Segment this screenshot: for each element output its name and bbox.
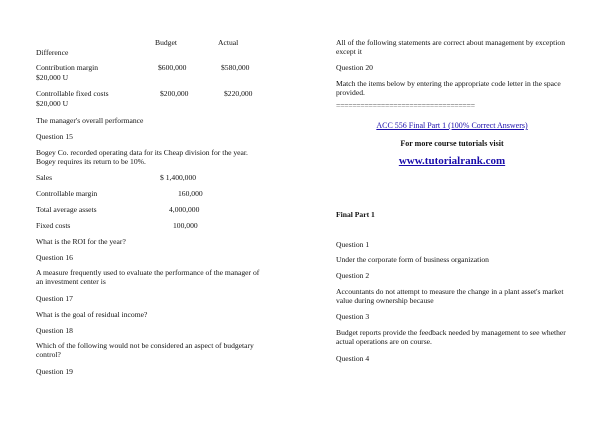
promo-link[interactable]: ACC 556 Final Part 1 (100% Correct Answers) [376,121,528,130]
row-contribution-difference: $20,000 U [36,73,69,82]
q19-text: All of the following statements are correct about management by exception except it [336,38,565,56]
q2-title: Question 2 [336,271,370,280]
data-fixed-label: Fixed costs [36,221,71,230]
q16-title: Question 16 [36,253,73,262]
q18-title: Question 18 [36,326,73,335]
separator-line: ================================== [336,101,475,110]
q20-title: Question 20 [336,63,373,72]
q4-title: Question 4 [336,354,370,363]
promo-more-text: For more course tutorials visit [400,139,504,148]
q3-title: Question 3 [336,312,370,321]
row-fixed-actual: $220,000 [224,89,253,98]
q3-text: Budget reports provide the feedback needed by management to see whether actual operations are on course. [336,328,566,346]
q18-text: Which of the following would not be considered an aspect of budgetary control? [36,341,254,359]
row-fixed-label: Controllable fixed costs [36,89,109,98]
data-sales-value: $ 1,400,000 [160,173,197,182]
q1-title: Question 1 [336,240,370,249]
q19-title: Question 19 [36,367,73,376]
q15-text: Bogey Co. recorded operating data for its Cheap division for the year. Bogey requires its return to be 10%. [36,148,248,166]
section-title: Final Part 1 [336,210,375,219]
promo-site-link[interactable]: www.tutorialrank.com [398,155,506,167]
data-sales-label: Sales [36,173,53,182]
q16-text: A measure frequently used to evaluate the performance of the manager of an investment center is [36,268,260,286]
q2-text: Accountants do not attempt to measure the change in a plant asset's market value during ownership because [336,287,564,305]
q20-text: Match the items below by entering the appropriate code letter in the space provided. [336,79,561,97]
data-assets-label: Total average assets [36,205,97,214]
table-header-budget: Budget [155,38,177,47]
q15-question: What is the ROI for the year? [36,237,126,246]
q15-title: Question 15 [36,132,73,141]
q17-title: Question 17 [36,294,73,303]
table-header-actual: Actual [218,38,239,47]
data-assets-value: 4,000,000 [169,205,200,214]
row-contribution-budget: $600,000 [158,63,187,72]
row-fixed-budget: $200,000 [160,89,189,98]
q14-tail-text: The manager's overall performance [36,116,144,125]
q17-text: What is the goal of residual income? [36,310,148,319]
q1-text: Under the corporate form of business organization [336,255,489,264]
data-fixed-value: 100,000 [173,221,198,230]
row-contribution-actual: $580,000 [221,63,250,72]
data-margin-label: Controllable margin [36,189,98,198]
row-fixed-difference: $20,000 U [36,99,69,108]
table-header-difference: Difference [36,48,69,57]
data-margin-value: 160,000 [178,189,203,198]
row-contribution-label: Contribution margin [36,63,99,72]
